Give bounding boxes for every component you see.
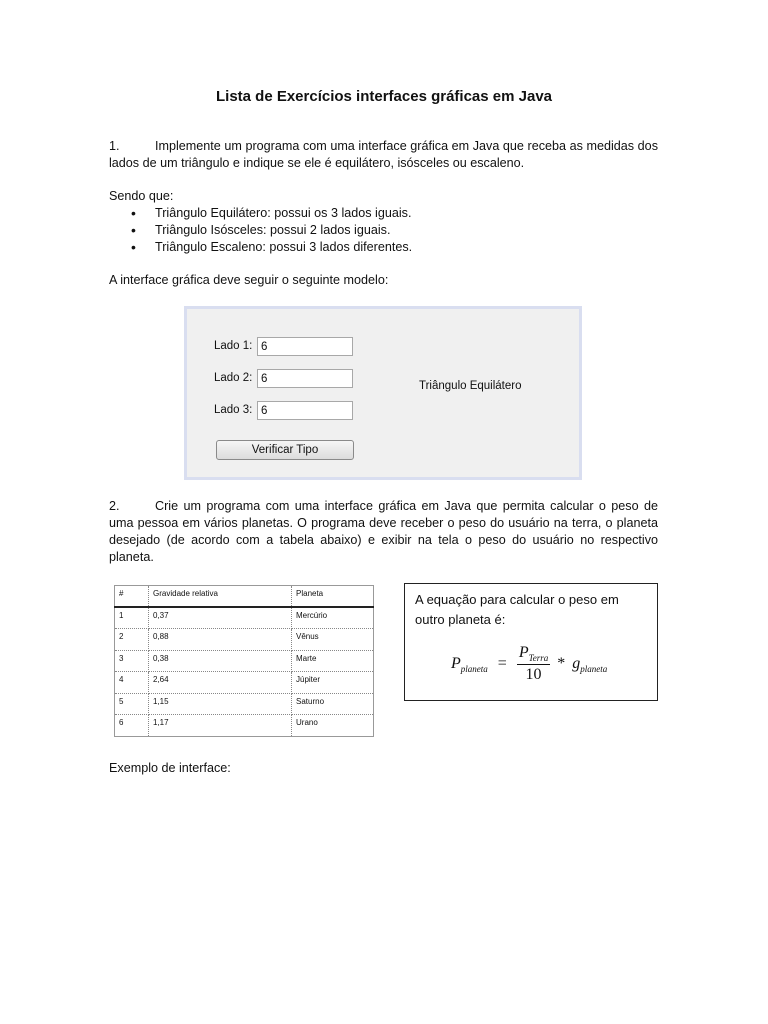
lado-2-input[interactable]: 6	[257, 369, 353, 388]
table-cell: 1,17	[149, 715, 292, 737]
table-cell: 0,37	[149, 607, 292, 629]
exercise-1-statement	[109, 138, 658, 172]
table-cell: 3	[115, 650, 149, 672]
lado-3-input[interactable]: 6	[257, 401, 353, 420]
lado-2-label: Lado 2:	[214, 372, 253, 384]
table-cell: Marte	[292, 650, 374, 672]
exercise-2-statement	[109, 498, 658, 566]
equation-caption: A equação para calcular o peso em outro planeta é:	[415, 592, 619, 627]
list-item: • Triângulo Isósceles: possui 2 lados iguais.	[109, 222, 412, 239]
page-title: Lista de Exercícios interfaces gráficas em Java	[215, 88, 553, 105]
formula-lhs: P	[451, 654, 461, 672]
triangle-form-mockup	[184, 306, 582, 480]
formula-g: g	[572, 654, 581, 672]
table-row	[115, 672, 374, 694]
planet-gravity-table	[114, 585, 374, 737]
exercise-2-number: 2.	[109, 499, 120, 513]
weight-formula	[451, 644, 607, 684]
lado-3-label: Lado 3:	[214, 404, 253, 416]
table-cell: Júpiter	[292, 672, 374, 694]
formula-denominator: 10	[525, 666, 542, 684]
table-header-cell: Gravidade relativa	[149, 586, 292, 608]
table-cell: 6	[115, 715, 149, 737]
table-cell: 4	[115, 672, 149, 694]
equation-box	[404, 583, 658, 701]
table-header-cell: #	[115, 586, 149, 608]
formula-g-sub: planeta	[580, 663, 608, 674]
table-cell: 1	[115, 607, 149, 629]
triangle-result-label: Triângulo Equilátero	[419, 380, 522, 392]
table-row	[115, 650, 374, 672]
table-row	[115, 693, 374, 715]
triangle-types-list	[109, 205, 412, 256]
table-row	[115, 715, 374, 737]
equals-sign: =	[497, 655, 507, 673]
list-item: • Triângulo Escaleno: possui 3 lados diferentes.	[109, 239, 412, 256]
table-cell: 0,38	[149, 650, 292, 672]
model-intro: A interface gráfica deve seguir o seguinte modelo:	[109, 273, 389, 287]
formula-fraction	[517, 644, 550, 684]
formula-numerator: P	[518, 644, 529, 661]
example-interface-label: Exemplo de interface:	[109, 761, 231, 775]
exercise-1-number: 1.	[109, 139, 120, 153]
formula-lhs-sub: planeta	[460, 663, 488, 674]
verificar-tipo-button[interactable]: Verificar Tipo	[216, 440, 354, 460]
lado-1-label: Lado 1:	[214, 340, 253, 352]
table-cell: Saturno	[292, 693, 374, 715]
table-cell: 2	[115, 629, 149, 651]
multiply-sign: *	[557, 655, 566, 673]
table-cell: 2,64	[149, 672, 292, 694]
exercise-2-text: Crie um programa com uma interface gráfica em Java que permita calcular o peso de uma pessoa em vários planetas. O programa deve receber o peso do usuário na terra, o planeta desejado (de acordo com a tabela abaixo) e exibir na tela o peso do usuário no respectivo planeta.	[109, 499, 658, 564]
table-header-cell: Planeta	[292, 586, 374, 608]
exercise-1-text: Implemente um programa com uma interface gráfica em Java que receba as medidas dos lados de um triângulo e indique se ele é equilátero, isósceles ou escaleno.	[109, 139, 658, 170]
table-cell: Mercúrio	[292, 607, 374, 629]
sendo-que-label: Sendo que:	[109, 189, 174, 203]
table-cell: 1,15	[149, 693, 292, 715]
table-header-row	[115, 586, 374, 608]
table-row	[115, 629, 374, 651]
formula-numerator-sub: Terra	[528, 653, 549, 664]
table-cell: 0,88	[149, 629, 292, 651]
table-cell: Vênus	[292, 629, 374, 651]
table-cell: Urano	[292, 715, 374, 737]
list-item: • Triângulo Equilátero: possui os 3 lados iguais.	[109, 205, 412, 222]
table-cell: 5	[115, 693, 149, 715]
table-row	[115, 607, 374, 629]
lado-1-input[interactable]: 6	[257, 337, 353, 356]
